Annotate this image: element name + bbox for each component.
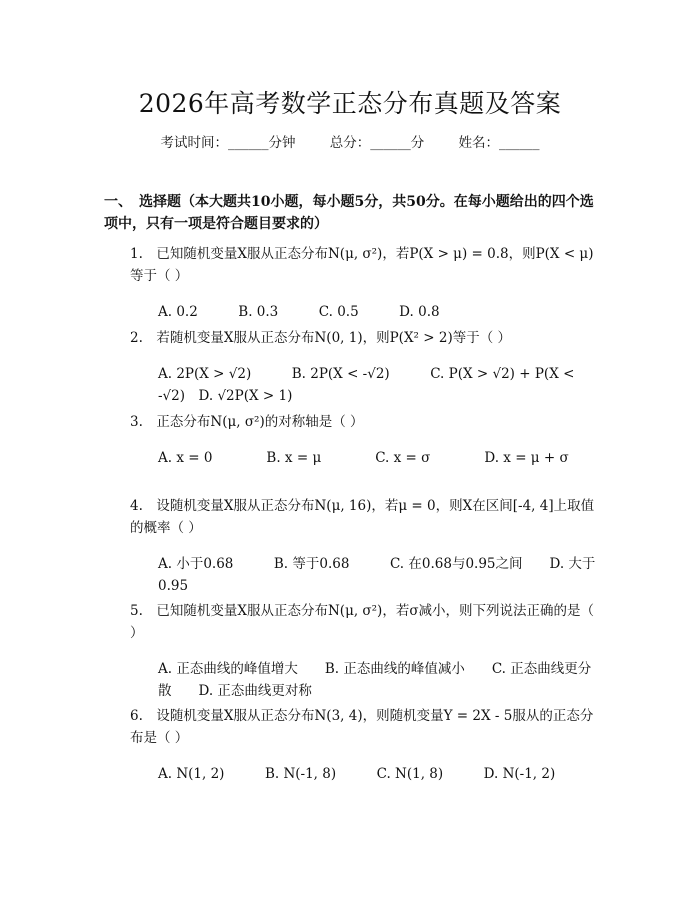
- question-options: A. N(1, 2) B. N(-1, 8) C. N(1, 8) D. N(-1, 2): [158, 766, 556, 782]
- total-score: 总分：______分: [329, 135, 425, 151]
- exam-time: 考试时间：______分钟: [160, 135, 296, 151]
- question-options: A. x = 0 B. x = μ C. x = σ D. x = μ + σ: [158, 450, 569, 466]
- question-options: A. 正态曲线的峰值增大 B. 正态曲线的峰值减小 C. 正态曲线更分散 D. 正态曲线更对称: [158, 661, 592, 699]
- question-5: [104, 600, 604, 702]
- exam-info: [0, 131, 700, 151]
- question-options: A. 0.2 B. 0.3 C. 0.5 D. 0.8: [158, 304, 440, 320]
- section-heading: 一、 选择题（本大题共10小题，每小题5分，共50分。在每小题给出的四个选项中，只有一项是符合题目要求的）: [104, 194, 594, 232]
- question-options: A. 小于0.68 B. 等于0.68 C. 在0.68与0.95之间 D. 大于0.95: [158, 556, 596, 594]
- question-4: [104, 495, 604, 597]
- question-2: [104, 327, 604, 407]
- question-stem: 5. 已知随机变量X服从正态分布N(μ, σ²)，若σ减小，则下列说法正确的是（ ）: [130, 603, 595, 641]
- question-3: [104, 411, 604, 469]
- question-stem: 3. 正态分布N(μ, σ²)的对称轴是（ ）: [130, 414, 364, 430]
- question-stem: 2. 若随机变量X服从正态分布N(0, 1)，则P(X² > 2)等于（ ）: [130, 330, 512, 346]
- question-stem: 4. 设随机变量X服从正态分布N(μ, 16)，若μ = 0，则X在区间[-4, 4]上取值的概率（ ）: [130, 498, 595, 536]
- student-name: 姓名：______: [458, 135, 540, 151]
- question-stem: 6. 设随机变量X服从正态分布N(3, 4)，则随机变量Y = 2X - 5服从的正态分布是（ ）: [130, 708, 594, 746]
- question-1: [104, 243, 604, 323]
- question-stem: 1. 已知随机变量X服从正态分布N(μ, σ²)，若P(X > μ) = 0.8，则P(X < μ)等于（ ）: [130, 246, 594, 284]
- question-6: [104, 705, 604, 785]
- question-options: A. 2P(X > √2) B. 2P(X < -√2) C. P(X > √2) + P(X < -√2) D. √2P(X > 1): [158, 366, 579, 404]
- page-title: 2026年高考数学正态分布真题及答案: [138, 89, 562, 118]
